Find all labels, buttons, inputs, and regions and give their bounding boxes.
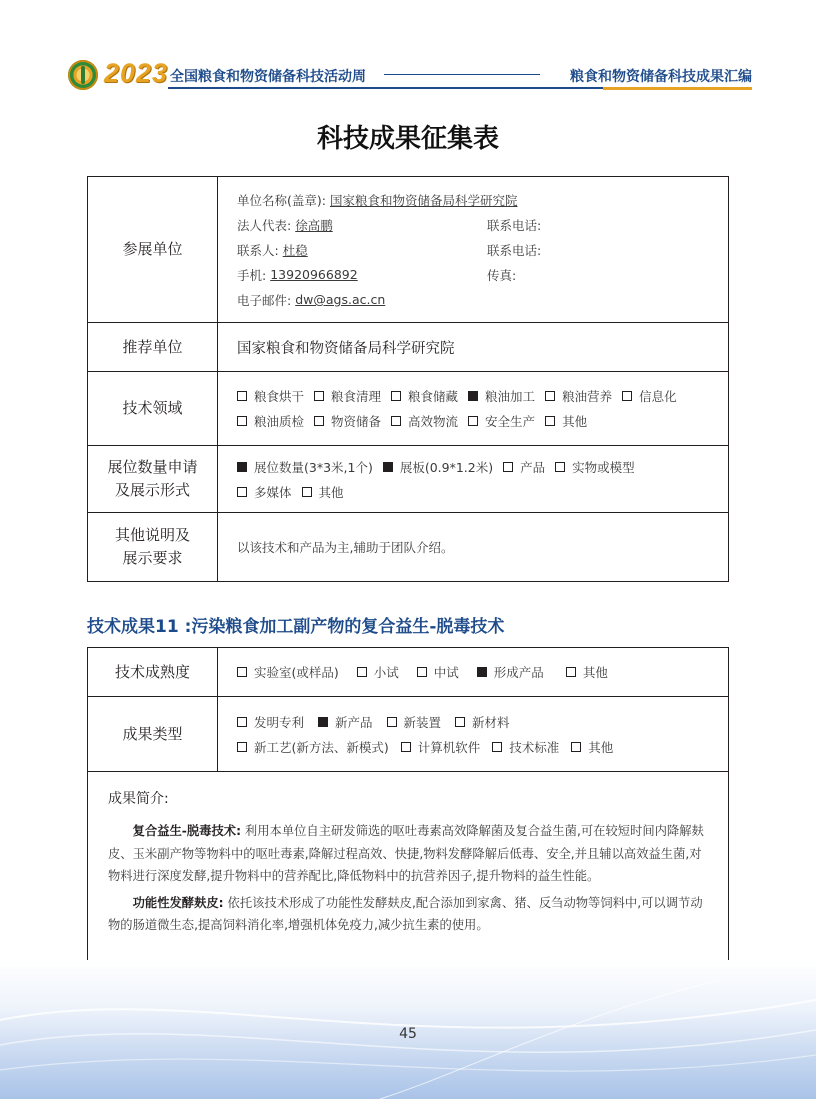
checkbox[interactable]: [455, 717, 465, 727]
option-oil-processing[interactable]: 粮油加工: [468, 387, 535, 405]
checkbox[interactable]: [622, 391, 632, 401]
label-tech-field: 技术领域: [88, 372, 218, 446]
header-event-title: 全国粮食和物资储备科技活动周: [170, 69, 366, 85]
option-quality-inspection[interactable]: 粮油质检: [237, 412, 304, 430]
summary-title: 成果简介:: [108, 791, 169, 807]
page-header: [68, 58, 752, 94]
option-new-product[interactable]: 新产品: [318, 713, 373, 731]
unit-name-value: 国家粮食和物资储备局科学研究院: [329, 192, 518, 208]
option-booth-count[interactable]: 展位数量(3*3米,1个): [237, 458, 373, 476]
checkbox[interactable]: [545, 416, 555, 426]
email-label: 电子邮件:: [237, 292, 292, 308]
label-result-type: 成果类型: [88, 697, 218, 772]
checkbox[interactable]: [492, 742, 502, 752]
fax-label: 传真:: [487, 267, 517, 283]
summary-cell: [88, 772, 729, 967]
checkbox-checked[interactable]: [237, 462, 247, 472]
option-other[interactable]: 其他: [545, 412, 587, 430]
contact-phone-label: 联系电话:: [487, 242, 542, 258]
phone-label: 联系电话:: [487, 217, 542, 233]
page-title: 科技成果征集表: [316, 124, 499, 154]
tech-field-options: [218, 372, 729, 446]
maturity-options: [218, 648, 729, 697]
option-material-reserve[interactable]: 物资储备: [314, 412, 381, 430]
checkbox[interactable]: [391, 416, 401, 426]
option-formed-product[interactable]: 形成产品: [477, 663, 544, 681]
row-tech-field: [88, 372, 729, 446]
option-grain-storage[interactable]: 粮食储藏: [391, 387, 458, 405]
mobile-value: 13920966892: [270, 267, 358, 282]
option-type-other[interactable]: 其他: [571, 738, 613, 756]
option-display-board[interactable]: 展板(0.9*1.2米): [383, 458, 493, 476]
header-year: 2023: [104, 58, 169, 88]
option-oil-nutrition[interactable]: 粮油营养: [545, 387, 612, 405]
checkbox[interactable]: [566, 667, 576, 677]
mobile-label: 手机:: [237, 267, 267, 283]
checkbox[interactable]: [237, 416, 247, 426]
achievement-table: [87, 647, 729, 967]
option-tech-standard[interactable]: 技术标准: [492, 738, 559, 756]
checkbox-checked[interactable]: [318, 717, 328, 727]
option-software[interactable]: 计算机软件: [401, 738, 481, 756]
option-new-device[interactable]: 新装置: [387, 713, 442, 731]
label-booth: 展位数量申请 及展示形式: [88, 446, 218, 513]
summary-paragraph-2: 功能性发酵麸皮: 依托该技术形成了功能性发酵麸皮,配合添加到家禽、猪、反刍动物等饲料中,可以调节动物的肠道微生态,提高饲料消化率,增强机体免疫力,减少抗生素的使用。: [108, 895, 703, 932]
row-exhibitor: [88, 177, 729, 323]
label-recommender: 推荐单位: [88, 323, 218, 372]
option-grain-drying[interactable]: 粮食烘干: [237, 387, 304, 405]
option-lab[interactable]: 实验室(或样品): [237, 663, 339, 681]
option-model[interactable]: 实物或模型: [555, 458, 635, 476]
row-summary: [88, 772, 729, 967]
row-other-notes: [88, 513, 729, 582]
legal-rep-label: 法人代表:: [237, 217, 292, 233]
legal-rep-value: 徐高鹏: [295, 217, 333, 233]
option-safety[interactable]: 安全生产: [468, 412, 535, 430]
checkbox[interactable]: [571, 742, 581, 752]
option-multimedia[interactable]: 多媒体: [237, 483, 292, 501]
option-grain-cleaning[interactable]: 粮食清理: [314, 387, 381, 405]
row-result-type: [88, 697, 729, 772]
header-rule-gold: [603, 87, 752, 90]
checkbox[interactable]: [237, 667, 247, 677]
option-patent[interactable]: 发明专利: [237, 713, 304, 731]
result-type-options: [218, 697, 729, 772]
checkbox[interactable]: [401, 742, 411, 752]
label-other-notes: 其他说明及 展示要求: [88, 513, 218, 582]
checkbox[interactable]: [237, 742, 247, 752]
checkbox[interactable]: [314, 416, 324, 426]
checkbox[interactable]: [555, 462, 565, 472]
option-new-material[interactable]: 新材料: [455, 713, 510, 731]
unit-name-label: 单位名称(盖章):: [237, 192, 326, 208]
booth-options: [218, 446, 729, 513]
row-maturity: [88, 648, 729, 697]
row-booth: [88, 446, 729, 513]
checkbox-checked[interactable]: [477, 667, 487, 677]
checkbox-checked[interactable]: [468, 391, 478, 401]
page-number: 45: [399, 1026, 417, 1042]
contact-label: 联系人:: [237, 242, 279, 258]
checkbox[interactable]: [387, 717, 397, 727]
checkbox-checked[interactable]: [383, 462, 393, 472]
label-exhibitor: 参展单位: [88, 177, 218, 323]
checkbox[interactable]: [468, 416, 478, 426]
option-informatization[interactable]: 信息化: [622, 387, 677, 405]
checkbox[interactable]: [357, 667, 367, 677]
checkbox[interactable]: [545, 391, 555, 401]
header-rule-blue: [168, 87, 603, 89]
summary-paragraph-1: 复合益生-脱毒技术: 利用本单位自主研发筛选的呕吐毒素高效降解菌及复合益生菌,可在较短时间内降解麸皮、玉米副产物等物料中的呕吐毒素,降解过程高效、快捷,物料发酵降解后低毒、安全,并且辅以高效益生菌,对物料进行深度发酵,提升物料中的营养配比,降低物料中的抗营养因子,提升物料的益生性能。: [108, 824, 704, 883]
option-pilot-test[interactable]: 中试: [417, 663, 459, 681]
email-value: dw@ags.ac.cn: [295, 292, 386, 307]
option-logistics[interactable]: 高效物流: [391, 412, 458, 430]
checkbox[interactable]: [391, 391, 401, 401]
row-recommender: [88, 323, 729, 372]
other-notes-value: 以该技术和产品为主,辅助于团队介绍。: [218, 513, 729, 582]
recommender-value: 国家粮食和物资储备局科学研究院: [218, 323, 729, 372]
checkbox[interactable]: [314, 391, 324, 401]
collection-form-table: [87, 176, 729, 582]
checkbox[interactable]: [237, 487, 247, 497]
grain-logo-icon: [68, 60, 98, 90]
checkbox[interactable]: [503, 462, 513, 472]
option-maturity-other[interactable]: 其他: [566, 663, 608, 681]
option-small-test[interactable]: 小试: [357, 663, 399, 681]
option-new-process[interactable]: 新工艺(新方法、新模式): [237, 738, 389, 756]
header-divider: [384, 74, 540, 75]
checkbox[interactable]: [237, 717, 247, 727]
section-heading: 技术成果11 :污染粮食加工副产物的复合益生-脱毒技术: [87, 617, 505, 637]
label-maturity: 技术成熟度: [88, 648, 218, 697]
checkbox[interactable]: [237, 391, 247, 401]
checkbox[interactable]: [417, 667, 427, 677]
header-collection-title: 粮食和物资储备科技成果汇编: [570, 69, 752, 85]
option-booth-other[interactable]: 其他: [302, 483, 344, 501]
option-product[interactable]: 产品: [503, 458, 545, 476]
contact-value: 杜稳: [282, 242, 308, 258]
checkbox[interactable]: [302, 487, 312, 497]
